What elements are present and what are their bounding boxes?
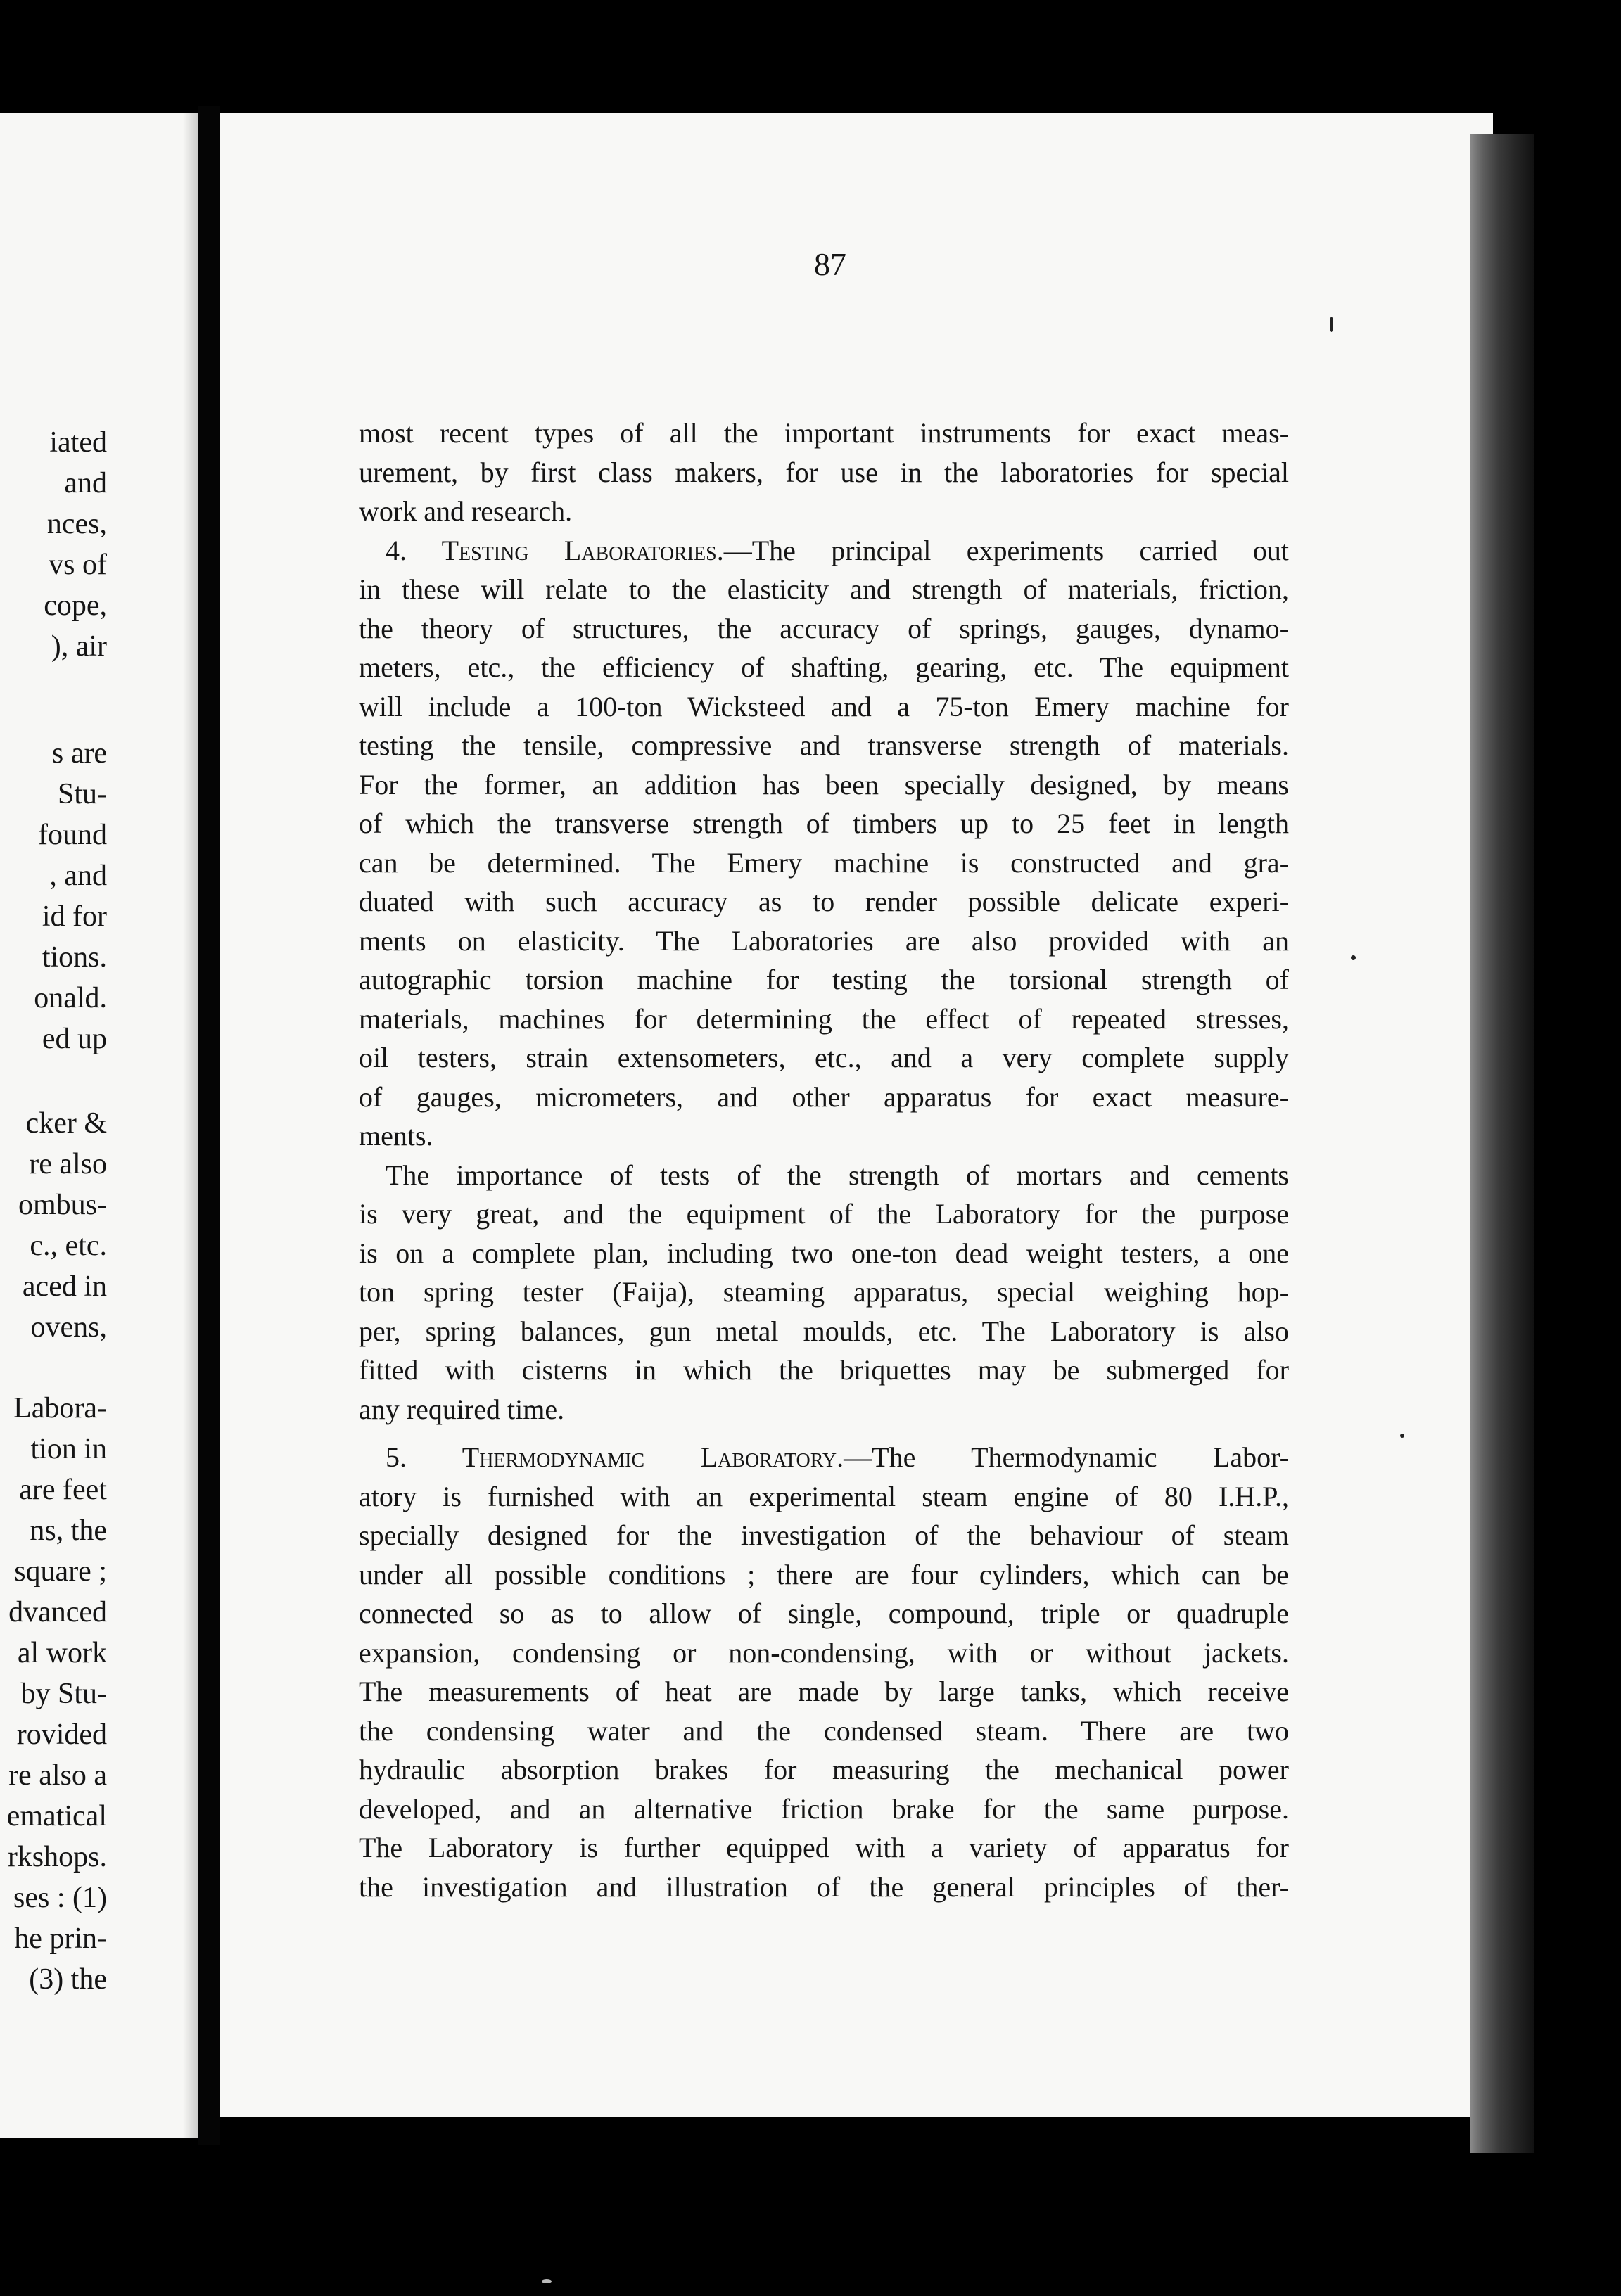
left-text-line: ns, the <box>30 1514 107 1547</box>
text-line: meters, etc., the efficiency of shafting, gearing, etc. The equipment <box>359 651 1289 683</box>
text-line: per, spring balances, gun metal moulds, etc. The Laboratory is also <box>359 1315 1289 1347</box>
left-text-line: found <box>38 819 107 851</box>
text-line: expansion, condensing or non-condensing, with or without jackets. <box>359 1636 1289 1669</box>
scan-speck <box>1351 955 1356 960</box>
text-line: in these will relate to the elasticity and strength of materials, friction, <box>359 573 1289 605</box>
paragraph-testing-laboratories <box>359 531 1289 1156</box>
left-text-line: cope, <box>44 589 107 622</box>
left-text-line: ses : (1) <box>13 1882 107 1914</box>
text-line: atory is furnished with an experimental steam engine of 80 I.H.P., <box>359 1480 1289 1512</box>
text-line: urement, by first class makers, for use in the laboratories for special <box>359 456 1289 488</box>
left-text-line: cker & <box>25 1107 107 1140</box>
left-text-line: dvanced <box>8 1596 107 1628</box>
text-line: ments. <box>359 1120 433 1152</box>
paragraph <box>359 414 1289 531</box>
page-number: 87 <box>814 246 846 282</box>
left-text-line: Stu- <box>57 778 107 810</box>
page-edge-shadow <box>1470 134 1534 2152</box>
text-line: hydraulic absorption brakes for measuring the mechanical power <box>359 1754 1289 1785</box>
text-line: under all possible conditions ; there are four cylinders, which can be <box>359 1558 1289 1590</box>
text-line: work and research. <box>359 495 573 527</box>
text-line: is on a complete plan, including two one-ton dead weight testers, a one <box>359 1237 1289 1269</box>
scan-speck <box>542 2279 552 2283</box>
scan-speck <box>1400 1434 1404 1438</box>
text-line: the theory of structures, the accuracy of springs, gauges, dynamo- <box>359 612 1289 644</box>
paragraph-thermodynamic-laboratory <box>359 1438 1289 1906</box>
text-line <box>359 1438 1289 1477</box>
left-text-line: tions. <box>42 941 107 974</box>
text-line: can be determined. The Emery machine is constructed and gra- <box>359 846 1289 879</box>
left-text-line: vs of <box>49 549 107 581</box>
left-text-line: iated <box>49 426 107 459</box>
text-line: of which the transverse strength of timbers up to 25 feet in length <box>359 808 1289 839</box>
left-text-line: c., etc. <box>30 1230 107 1262</box>
text-line: ments on elasticity. The Laboratories are also provided with an <box>359 924 1289 957</box>
text-line: duated with such accuracy as to render possible delicate experi- <box>359 886 1289 917</box>
left-text-line: (3) the <box>29 1963 107 1996</box>
text-line: For the former, an addition has been specially designed, by means <box>359 768 1289 801</box>
left-text-line: and <box>64 467 107 499</box>
scan-speck <box>1330 317 1333 332</box>
body-text <box>359 414 1289 1906</box>
left-text-line: onald. <box>34 982 107 1014</box>
section-heading: 4. Testing Laboratories. <box>386 534 724 566</box>
left-text-line: Labora- <box>13 1392 107 1424</box>
text-line: any required time. <box>359 1393 565 1425</box>
left-text-line: ombus- <box>18 1189 107 1221</box>
text-line: autographic torsion machine for testing the torsional strength of <box>359 964 1289 995</box>
text-line: fitted with cisterns in which the briquettes may be submerged for <box>359 1354 1289 1386</box>
left-text-line: ovens, <box>30 1311 107 1344</box>
text-line: oil testers, strain extensometers, etc., and a very complete supply <box>359 1042 1289 1073</box>
left-text-line: by Stu- <box>20 1678 107 1710</box>
left-text-line: square ; <box>14 1555 107 1588</box>
left-text-line: re also a <box>8 1759 107 1792</box>
left-text-line: ), air <box>51 630 107 663</box>
left-page-fragment <box>0 113 198 2138</box>
text-line: will include a 100-ton Wicksteed and a 75-ton Emery machine for <box>359 690 1289 722</box>
text-line: of gauges, micrometers, and other apparatus for exact measure- <box>359 1080 1289 1113</box>
left-text-line: id for <box>42 900 107 933</box>
text-line: The importance of tests of the strength of mortars and cements <box>386 1159 1289 1191</box>
text-line: materials, machines for determining the effect of repeated stresses, <box>359 1002 1289 1035</box>
left-text-line: aced in <box>22 1270 107 1303</box>
text-run: —The Thermodynamic Labor- <box>844 1441 1289 1473</box>
left-text-line: re also <box>29 1148 107 1180</box>
left-text-line: ematical <box>6 1800 107 1832</box>
text-line: The Laboratory is further equipped with a variety of apparatus for <box>359 1832 1289 1863</box>
text-line <box>359 531 1289 570</box>
left-text-line: tion in <box>30 1433 107 1465</box>
left-text-line: , and <box>49 860 107 892</box>
left-text-line: he prin- <box>14 1922 107 1955</box>
book-gutter <box>198 106 220 2145</box>
left-text-line: ed up <box>42 1023 107 1055</box>
left-text-line: s are <box>51 737 107 770</box>
text-run: —The principal experiments carried out <box>723 534 1289 566</box>
left-text-line: rkshops. <box>7 1841 107 1873</box>
text-line: specially designed for the investigation of the behaviour of steam <box>359 1519 1289 1551</box>
text-line: connected so as to allow of single, compound, triple or quadruple <box>359 1597 1289 1629</box>
text-line: the investigation and illustration of the general principles of ther- <box>359 1870 1289 1903</box>
text-line: ton spring tester (Faija), steaming apparatus, special weighing hop- <box>359 1276 1289 1308</box>
paragraph-mortars-cements <box>359 1156 1289 1429</box>
text-line: the condensing water and the condensed steam. There are two <box>359 1714 1289 1747</box>
text-line: is very great, and the equipment of the Laboratory for the purpose <box>359 1198 1289 1230</box>
text-line: testing the tensile, compressive and transverse strength of materials. <box>359 729 1289 761</box>
left-text-line: are feet <box>19 1474 107 1506</box>
text-line: most recent types of all the important instruments for exact meas- <box>359 417 1289 449</box>
section-heading: 5. Thermodynamic Laboratory. <box>386 1441 844 1473</box>
left-text-line: rovided <box>16 1718 107 1751</box>
text-line: developed, and an alternative friction brake for the same purpose. <box>359 1792 1289 1825</box>
left-text-line: al work <box>17 1637 107 1669</box>
text-line: The measurements of heat are made by large tanks, which receive <box>359 1676 1289 1707</box>
left-text-line: nces, <box>46 508 107 540</box>
